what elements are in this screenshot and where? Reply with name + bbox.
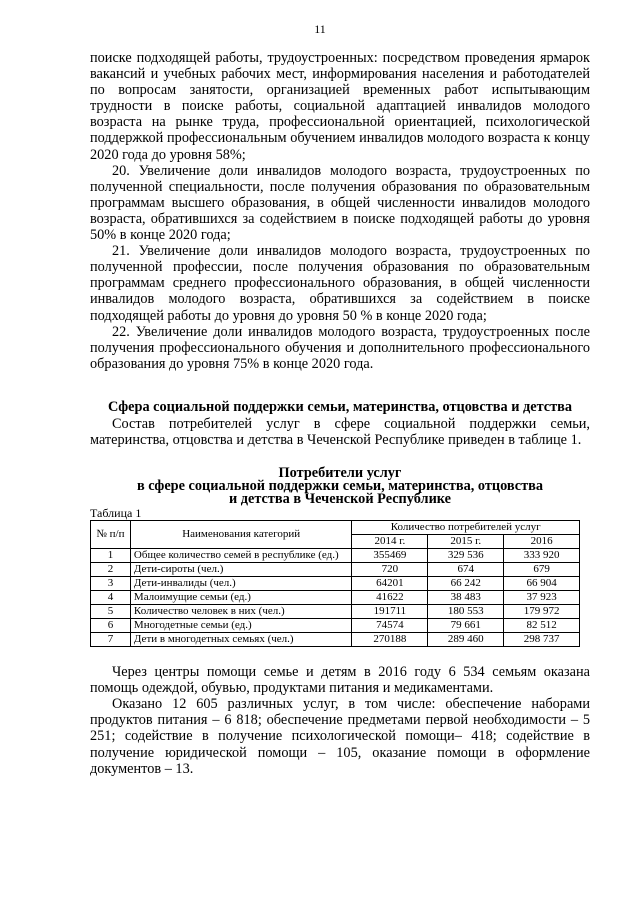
- row-category: Дети-сироты (чел.): [130, 563, 352, 577]
- header-year: 2016: [504, 535, 580, 549]
- row-value-2015: 289 460: [428, 633, 504, 647]
- header-year: 2015 г.: [428, 535, 504, 549]
- table-row: [91, 605, 580, 619]
- document-body: [90, 50, 590, 777]
- table-row: [91, 633, 580, 647]
- row-value-2015: 38 483: [428, 591, 504, 605]
- table-caption: Таблица 1: [90, 506, 142, 521]
- row-category: Многодетные семьи (ед.): [130, 619, 352, 633]
- section-heading: Сфера социальной поддержки семьи, материнства, отцовства и детства: [107, 398, 573, 415]
- row-value-2016: 66 904: [504, 577, 580, 591]
- row-value-2014: 74574: [352, 619, 428, 633]
- paragraph-item-20: 20. Увеличение доли инвалидов молодого возраста, трудоустроенных по полученной специальности, после получения образования по образовательным программам высшего образования, в общей численности инвалидов молодого возраста, обратившихся за содействием в поиске подходящей работы до уровня 50% в конце 2020 года;: [90, 162, 590, 244]
- paragraph-help-centers: Через центры помощи семье и детям в 2016 году 6 534 семьям оказана помощь одеждой, обувью, продуктами питания и медикаментами.: [90, 664, 590, 697]
- row-value-2014: 191711: [352, 605, 428, 619]
- row-value-2015: 180 553: [428, 605, 504, 619]
- table-row: [91, 577, 580, 591]
- row-value-2016: 37 923: [504, 591, 580, 605]
- row-value-2014: 270188: [352, 633, 428, 647]
- row-value-2016: 82 512: [504, 619, 580, 633]
- paragraph-item-22: 22. Увеличение доли инвалидов молодого возраста, трудоустроенных после получения профессионального обучения и дополнительного профессионального образования до уровня 75% в конце 2020 года.: [90, 323, 590, 372]
- table-body: [91, 549, 580, 647]
- row-number: 6: [91, 619, 131, 633]
- table-row: [91, 549, 580, 563]
- table-row: [91, 591, 580, 605]
- row-value-2015: 66 242: [428, 577, 504, 591]
- page-number: 11: [314, 22, 326, 36]
- row-value-2014: 720: [352, 563, 428, 577]
- row-number: 3: [91, 577, 131, 591]
- row-value-2014: 41622: [352, 591, 428, 605]
- table-row: [91, 619, 580, 633]
- row-category: Дети-инвалиды (чел.): [130, 577, 352, 591]
- row-category: Количество человек в них (чел.): [130, 605, 352, 619]
- table-title-line-2: в сфере социальной поддержки семьи, материнства, отцовства: [136, 478, 544, 495]
- table-title-line-3: и детства в Чеченской Республике: [228, 491, 452, 508]
- row-value-2016: 333 920: [504, 549, 580, 563]
- header-category: Наименования категорий: [130, 521, 352, 549]
- table-title: [90, 467, 590, 506]
- row-category: Дети в многодетных семьях (чел.): [130, 633, 352, 647]
- row-number: 7: [91, 633, 131, 647]
- header-consumer-count: Количество потребителей услуг: [352, 521, 580, 535]
- row-category: Общее количество семей в республике (ед.): [130, 549, 352, 563]
- consumers-table: [90, 520, 580, 647]
- row-number: 1: [91, 549, 131, 563]
- header-number: № п/п: [91, 521, 131, 549]
- row-value-2015: 674: [428, 563, 504, 577]
- row-value-2016: 298 737: [504, 633, 580, 647]
- row-value-2014: 355469: [352, 549, 428, 563]
- row-value-2014: 64201: [352, 577, 428, 591]
- section-intro: Состав потребителей услуг в сфере социальной поддержки семьи, материнства, отцовства и детства в Чеченской Республике приведен в таблице 1.: [90, 415, 590, 448]
- row-value-2015: 79 661: [428, 619, 504, 633]
- row-number: 2: [91, 563, 131, 577]
- table-row: [91, 563, 580, 577]
- row-number: 5: [91, 605, 131, 619]
- paragraph-services: Оказано 12 605 различных услуг, в том числе: обеспечение наборами продуктов питания – 6 818; обеспечение предметами первой необходимости – 5 251; содействие в получение психологической помощи– 418; содействие в получение юридической помощи – 105, оказание помощи в оформление документов – 13.: [90, 696, 590, 777]
- row-value-2016: 179 972: [504, 605, 580, 619]
- paragraph-item-21: 21. Увеличение доли инвалидов молодого возраста, трудоустроенных по полученной профессии, после получения образования по образовательным программам среднего профессионального образования, в общей численности инвалидов молодого возраста, обратившихся за содействием в поиске подходящей работы до уровня до уровня 50 % в конце 2020 года;: [90, 243, 590, 324]
- row-value-2015: 329 536: [428, 549, 504, 563]
- table-title-line-1: Потребители услуг: [278, 465, 402, 482]
- row-value-2016: 679: [504, 563, 580, 577]
- header-year: 2014 г.: [352, 535, 428, 549]
- row-number: 4: [91, 591, 131, 605]
- paragraph-continuation: поиске подходящей работы, трудоустроенных: посредством проведения ярмарок вакансий и учебных рабочих мест, информирования населения и работодателей по вопросам занятости, организацией временных работ испытывающим трудности в поиске работы, социальной адаптацией инвалидов молодого возраста на рынке труда, профессиональной ориентацией, психологической поддержкой профессиональным обучением инвалидов молодого возраста к концу 2020 года до уровня 58%;: [90, 50, 590, 163]
- row-category: Малоимущие семьи (ед.): [130, 591, 352, 605]
